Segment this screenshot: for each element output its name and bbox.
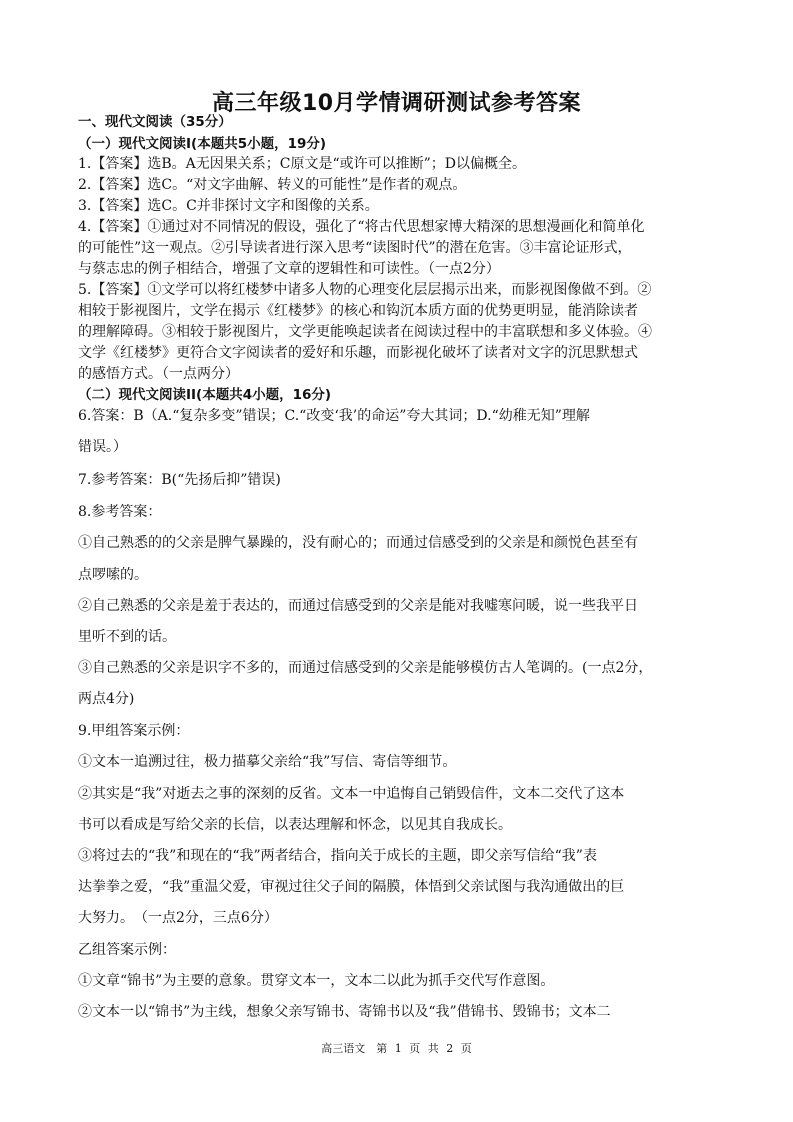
answer-line: 4.【答案】①通过对不同情况的假设，强化了“将古代思想家博大精深的思想漫画化和简单化 [78, 219, 645, 235]
answer-line: 3.【答案】选C。C并非探讨文字和图像的关系。 [78, 198, 379, 214]
answer-line: 2.【答案】选C。“对文字曲解、转义的可能性”是作者的观点。 [78, 177, 467, 193]
answer-line: ②自己熟悉的父亲是羞于表达的，而通过信感受到的父亲是能对我嘘寒问暖，说一些我平日 [78, 598, 638, 614]
answer-line: 1.【答案】选B。A无因果关系；C原文是“或许可以推断”；D以偏概全。 [78, 156, 527, 172]
answer-line: ③将过去的“我”和现在的“我”两者结合，指向关于成长的主题，即父亲写信给“我”表 [78, 848, 597, 864]
answer-line: 两点4分) [78, 691, 135, 707]
subsection-heading: （二）现代文阅读II(本题共4小题，16分) [78, 387, 332, 403]
answer-line: 文学《红楼梦》更符合文字阅读者的爱好和乐趣，而影视化破坏了读者对文字的沉思默想式 [78, 345, 638, 361]
answer-line: 点啰嗦的。 [78, 567, 148, 583]
section-heading: 一、现代文阅读（35分） [78, 114, 232, 130]
page-footer: 高三语文 第 1 页 共 2 页 [321, 1042, 472, 1055]
answer-line: 8.参考答案： [78, 504, 162, 520]
answer-line: 书可以看成是写给父亲的长信，以表达理解和怀念，以见其自我成长。 [78, 817, 512, 833]
answer-line: ③自己熟悉的父亲是识字不多的，而通过信感受到的父亲是能够模仿古人笔调的。(一点2分， [78, 660, 653, 676]
answer-line: 里听不到的话。 [78, 629, 176, 645]
answer-line: 的感悟方式。（一点两分） [78, 366, 239, 382]
answer-line: 7.参考答案：B(“先扬后抑”错误) [78, 472, 281, 488]
answer-line: 的可能性”这一观点。②引导读者进行深入思考“读图时代”的潜在危害。③丰富论证形式， [78, 240, 632, 256]
answer-line: ②其实是“我”对逝去之事的深刻的反省。文本一中追悔自己销毁信件，文本二交代了这本 [78, 786, 625, 802]
answer-line: 5.【答案】①文学可以将红楼梦中诸多人物的心理变化层层揭示出来，而影视图像做不到。② [78, 282, 652, 298]
answer-line: 大努力。 （一点2分，三点6分） [78, 910, 278, 926]
answer-line: ①文本一追溯过往，极力描摹父亲给“我”写信、寄信等细节。 [78, 754, 457, 770]
answer-line: ①文章“锦书”为主要的意象。贯穿文本一，文本二以此为抓手交代写作意图。 [78, 973, 555, 989]
answer-line: 达拳拳之爱，“我”重温父爱，审视过往父子间的隔膜，体悟到父亲试图与我沟通做出的巨 [78, 879, 625, 895]
subsection-heading: （一）现代文阅读Ⅰ(本题共5小题，19分) [78, 136, 327, 152]
page-title: 高三年级10月学情调研测试参考答案 [211, 91, 582, 116]
answer-line: ①自己熟悉的的父亲是脾气暴躁的，没有耐心的；而通过信感受到的父亲是和颜悦色甚至有 [78, 535, 638, 551]
answer-line: 与蔡志忠的例子相结合，增强了文章的逻辑性和可读性。（一点2分） [78, 261, 500, 277]
answer-line: 相较于影视图片，文学在揭示《红楼梦》的核心和钩沉本质方面的优势更明显，能消除读者 [78, 303, 638, 319]
answer-line: 乙组答案示例： [78, 942, 176, 958]
answer-line: 9.甲组答案示例： [78, 723, 190, 739]
answer-line: 的理解障碍。③相较于影视图片，文学更能唤起读者在阅读过程中的丰富联想和多义体验。④ [78, 324, 652, 340]
answer-line: 6.答案：B（A.“复杂多变”错误；C.“改变‘我’的命运”夸大其词；D.“幼稚无知”理解 [78, 408, 590, 424]
answer-line: 错误。） [78, 439, 127, 455]
answer-line: ②文本一以“锦书”为主线，想象父亲写锦书、寄锦书以及“我”借锦书、毁锦书；文本二 [78, 1004, 611, 1020]
